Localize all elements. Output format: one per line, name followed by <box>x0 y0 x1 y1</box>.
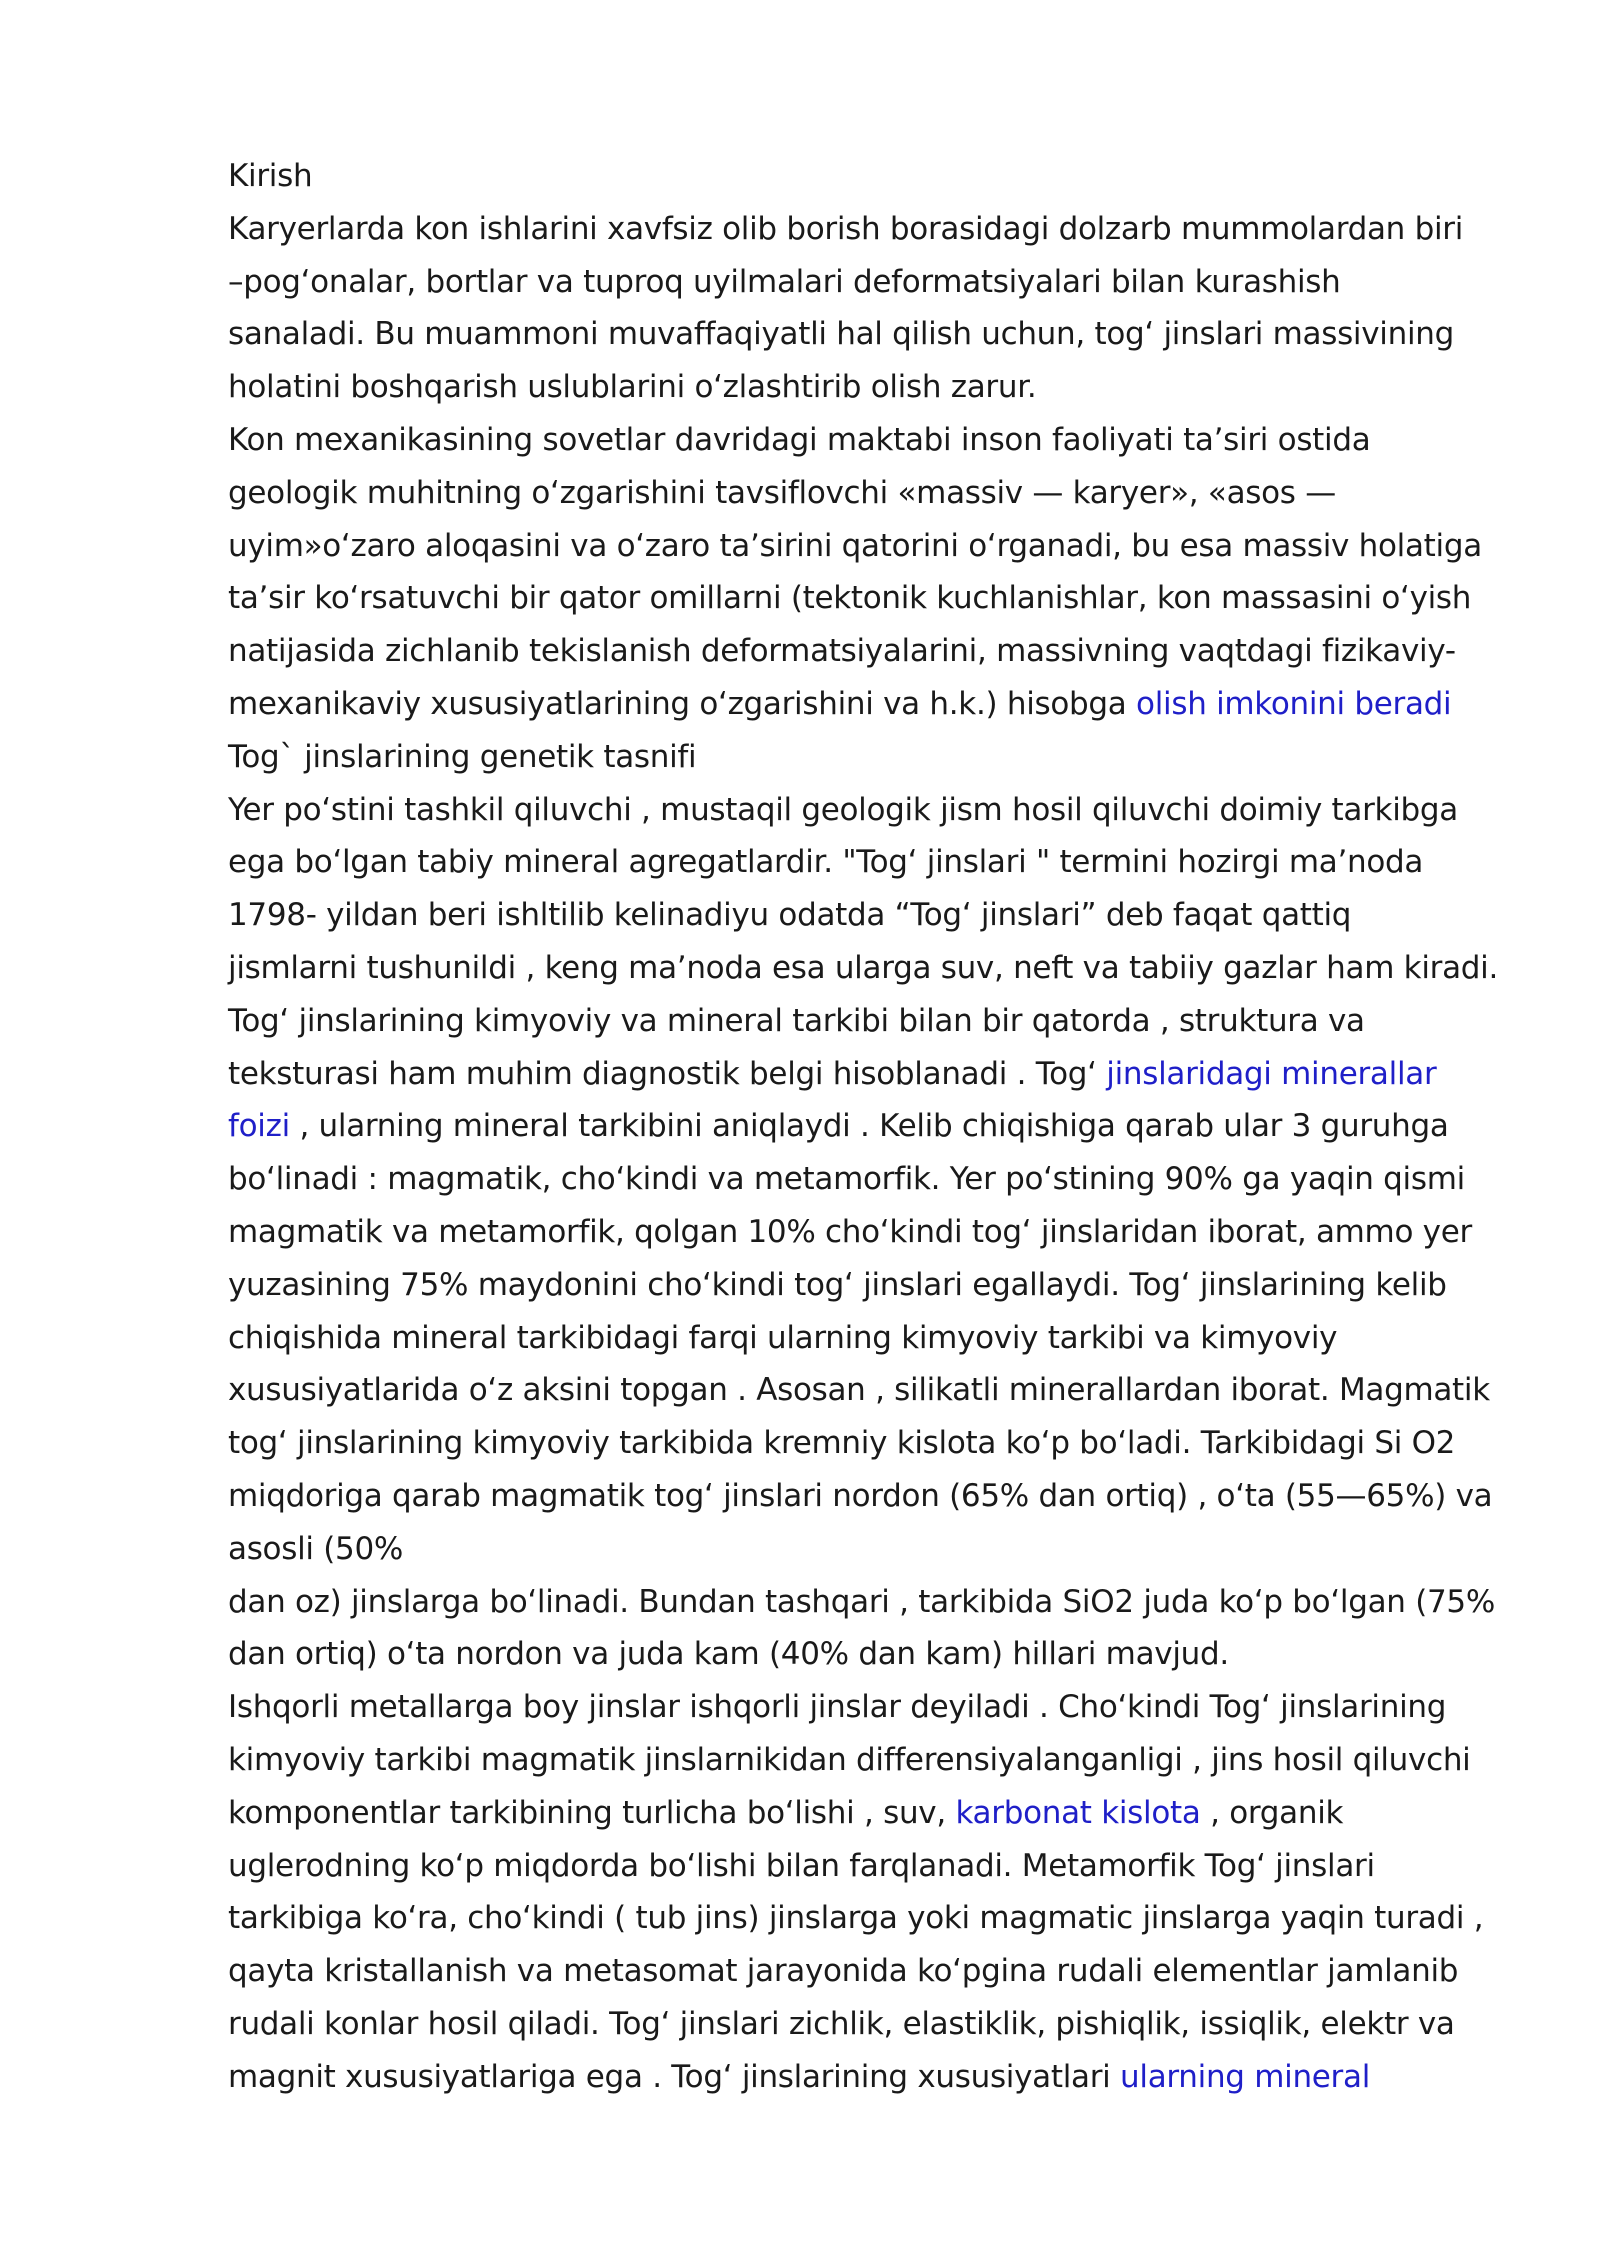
text-line <box>228 889 1498 942</box>
text-line <box>228 467 1498 520</box>
text-span: komponentlar tarkibining turlicha boʻlishi , suv, <box>228 1794 956 1831</box>
text-span: mexanikaviy xususiyatlarining oʻzgarishini va h.k.) hisobga <box>228 685 1137 722</box>
text-span: , organik <box>1200 1794 1344 1831</box>
text-span: uglerodning koʻp miqdorda boʻlishi bilan farqlanadi. Metamorfik Togʻ jinslari <box>228 1847 1375 1884</box>
text-line <box>228 1470 1498 1523</box>
text-line <box>228 1734 1498 1787</box>
text-line <box>228 1206 1498 1259</box>
text-line <box>228 995 1498 1048</box>
text-span: kimyoviy tarkibi magmatik jinslarnikidan differensiyalanganligi , jins hosil qiluvchi <box>228 1741 1471 1778</box>
text-span: xususiyatlarida oʻz aksini topgan . Asosan , silikatli minerallardan iborat. Magmatik <box>228 1372 1490 1409</box>
text-span: yuzasining 75% maydonini choʻkindi togʻ jinslari egallaydi. Togʻ jinslarining kelib <box>228 1266 1447 1303</box>
text-line <box>228 1523 1498 1576</box>
text-line <box>228 1628 1498 1681</box>
text-span: uyim»oʻzaro aloqasini va oʻzaro ta’sirini qatorini oʻrganadi, bu esa massiv holatiga <box>228 527 1482 564</box>
section-heading <box>228 731 1498 784</box>
text-line <box>228 1945 1498 1998</box>
text-span: sanaladi. Bu muammoni muvaffaqiyatli hal qilish uchun, togʻ jinslari massivining <box>228 316 1454 353</box>
text-line <box>228 1364 1498 1417</box>
text-line <box>228 1892 1498 1945</box>
text-span: teksturasi ham muhim diagnostik belgi hisoblanadi . Togʻ <box>228 1055 1107 1092</box>
text-line <box>228 256 1498 309</box>
text-line <box>228 1100 1498 1153</box>
text-span: dan oz) jinslarga boʻlinadi. Bundan tashqari , tarkibida SiO2 juda koʻp boʻlgan (75% <box>228 1583 1495 1620</box>
text-span: tarkibiga koʻra, choʻkindi ( tub jins) jinslarga yoki magmatic jinslarga yaqin turadi , <box>228 1900 1484 1937</box>
text-span: natijasida zichlanib tekislanish deformatsiyalarini, massivning vaqtdagi fizikaviy- <box>228 633 1456 670</box>
text-line <box>228 361 1498 414</box>
text-span: Karyerlarda kon ishlarini xavfsiz olib borish borasidagi dolzarb mummolardan biri <box>228 210 1464 247</box>
text-span: 1798- yildan beri ishltilib kelinadiyu odatda “Togʻ jinslari” deb faqat qattiq <box>228 897 1352 934</box>
text-span: asosli (50% <box>228 1530 404 1567</box>
text-span: boʻlinadi : magmatik, choʻkindi va metamorfik. Yer poʻstining 90% ga yaqin qismi <box>228 1161 1465 1198</box>
text-span: Kon mexanikasining sovetlar davridagi maktabi inson faoliyati ta’siri ostida <box>228 421 1371 458</box>
text-span: rudali konlar hosil qiladi. Togʻ jinslari zichlik, elastiklik, pishiqlik, issiqlik, elektr va <box>228 2005 1455 2042</box>
text-span: Tog` jinslarining genetik tasnifi <box>228 738 697 775</box>
text-span: ta’sir koʻrsatuvchi bir qator omillarni (tektonik kuchlanishlar, kon massasini oʻyish <box>228 580 1472 617</box>
text-line <box>228 1259 1498 1312</box>
text-line <box>228 942 1498 995</box>
text-span: chiqishida mineral tarkibidagi farqi ularning kimyoviy tarkibi va kimyoviy <box>228 1319 1338 1356</box>
text-line <box>228 1312 1498 1365</box>
text-line <box>228 414 1498 467</box>
text-line <box>228 678 1498 731</box>
hyperlink[interactable]: ularning mineral <box>1120 2058 1371 2095</box>
text-span: , ularning mineral tarkibini aniqlaydi . Kelib chiqishiga qarab ular 3 guruhga <box>289 1108 1449 1145</box>
text-span: dan ortiq) oʻta nordon va juda kam (40% dan kam) hillari mavjud. <box>228 1636 1229 1673</box>
heading-kirish <box>228 150 1498 203</box>
text-line <box>228 572 1498 625</box>
text-line <box>228 1417 1498 1470</box>
text-span: geologik muhitning oʻzgarishini tavsiflovchi «massiv — karyer», «asos — <box>228 474 1336 511</box>
text-span: togʻ jinslarining kimyoviy tarkibida kremniy kislota koʻp boʻladi. Tarkibidagi Si O2 <box>228 1425 1456 1462</box>
text-line <box>228 1787 1498 1840</box>
hyperlink[interactable]: olish imkonini beradi <box>1136 685 1452 722</box>
document-body <box>228 150 1498 2103</box>
text-line <box>228 625 1498 678</box>
text-span: Yer poʻstini tashkil qiluvchi , mustaqil geologik jism hosil qiluvchi doimiy tarkibga <box>228 791 1458 828</box>
text-span: miqdoriga qarab magmatik togʻ jinslari nordon (65% dan ortiq) , oʻta (55—65%) va <box>228 1477 1493 1514</box>
hyperlink[interactable]: jinslaridagi minerallar <box>1106 1055 1437 1092</box>
text-span: –pogʻonalar, bortlar va tuproq uyilmalari deformatsiyalari bilan kurashish <box>228 263 1341 300</box>
text-line <box>228 203 1498 256</box>
text-span: magmatik va metamorfik, qolgan 10% choʻkindi togʻ jinslaridan iborat, ammo yer <box>228 1213 1472 1250</box>
text-span: magnit xususiyatlariga ega . Togʻ jinslarining xususiyatlari <box>228 2058 1121 2095</box>
hyperlink[interactable]: foizi <box>228 1108 290 1145</box>
text-line <box>228 1576 1498 1629</box>
text-span: Togʻ jinslarining kimyoviy va mineral tarkibi bilan bir qatorda , struktura va <box>228 1002 1365 1039</box>
text-line <box>228 836 1498 889</box>
text-span: jismlarni tushunildi , keng ma’noda esa ularga suv, neft va tabiiy gazlar ham kiradi. <box>228 949 1499 986</box>
text-span: holatini boshqarish uslublarini oʻzlashtirib olish zarur. <box>228 369 1037 406</box>
text-line <box>228 1998 1498 2051</box>
text-line <box>228 1048 1498 1101</box>
text-line <box>228 1681 1498 1734</box>
text-span: ega boʻlgan tabiy mineral agregatlardir. "Togʻ jinslari " termini hozirgi ma’noda <box>228 844 1424 881</box>
text-span: Kirish <box>228 158 313 194</box>
text-line <box>228 520 1498 573</box>
hyperlink[interactable]: karbonat kislota <box>955 1794 1201 1831</box>
text-span: qayta kristallanish va metasomat jarayonida koʻpgina rudali elementlar jamlanib <box>228 1953 1459 1990</box>
text-line <box>228 1153 1498 1206</box>
text-line <box>228 308 1498 361</box>
text-line <box>228 784 1498 837</box>
text-span: Ishqorli metallarga boy jinslar ishqorli jinslar deyiladi . Choʻkindi Togʻ jinslarining <box>228 1689 1447 1726</box>
text-line <box>228 2051 1498 2104</box>
text-line <box>228 1840 1498 1893</box>
